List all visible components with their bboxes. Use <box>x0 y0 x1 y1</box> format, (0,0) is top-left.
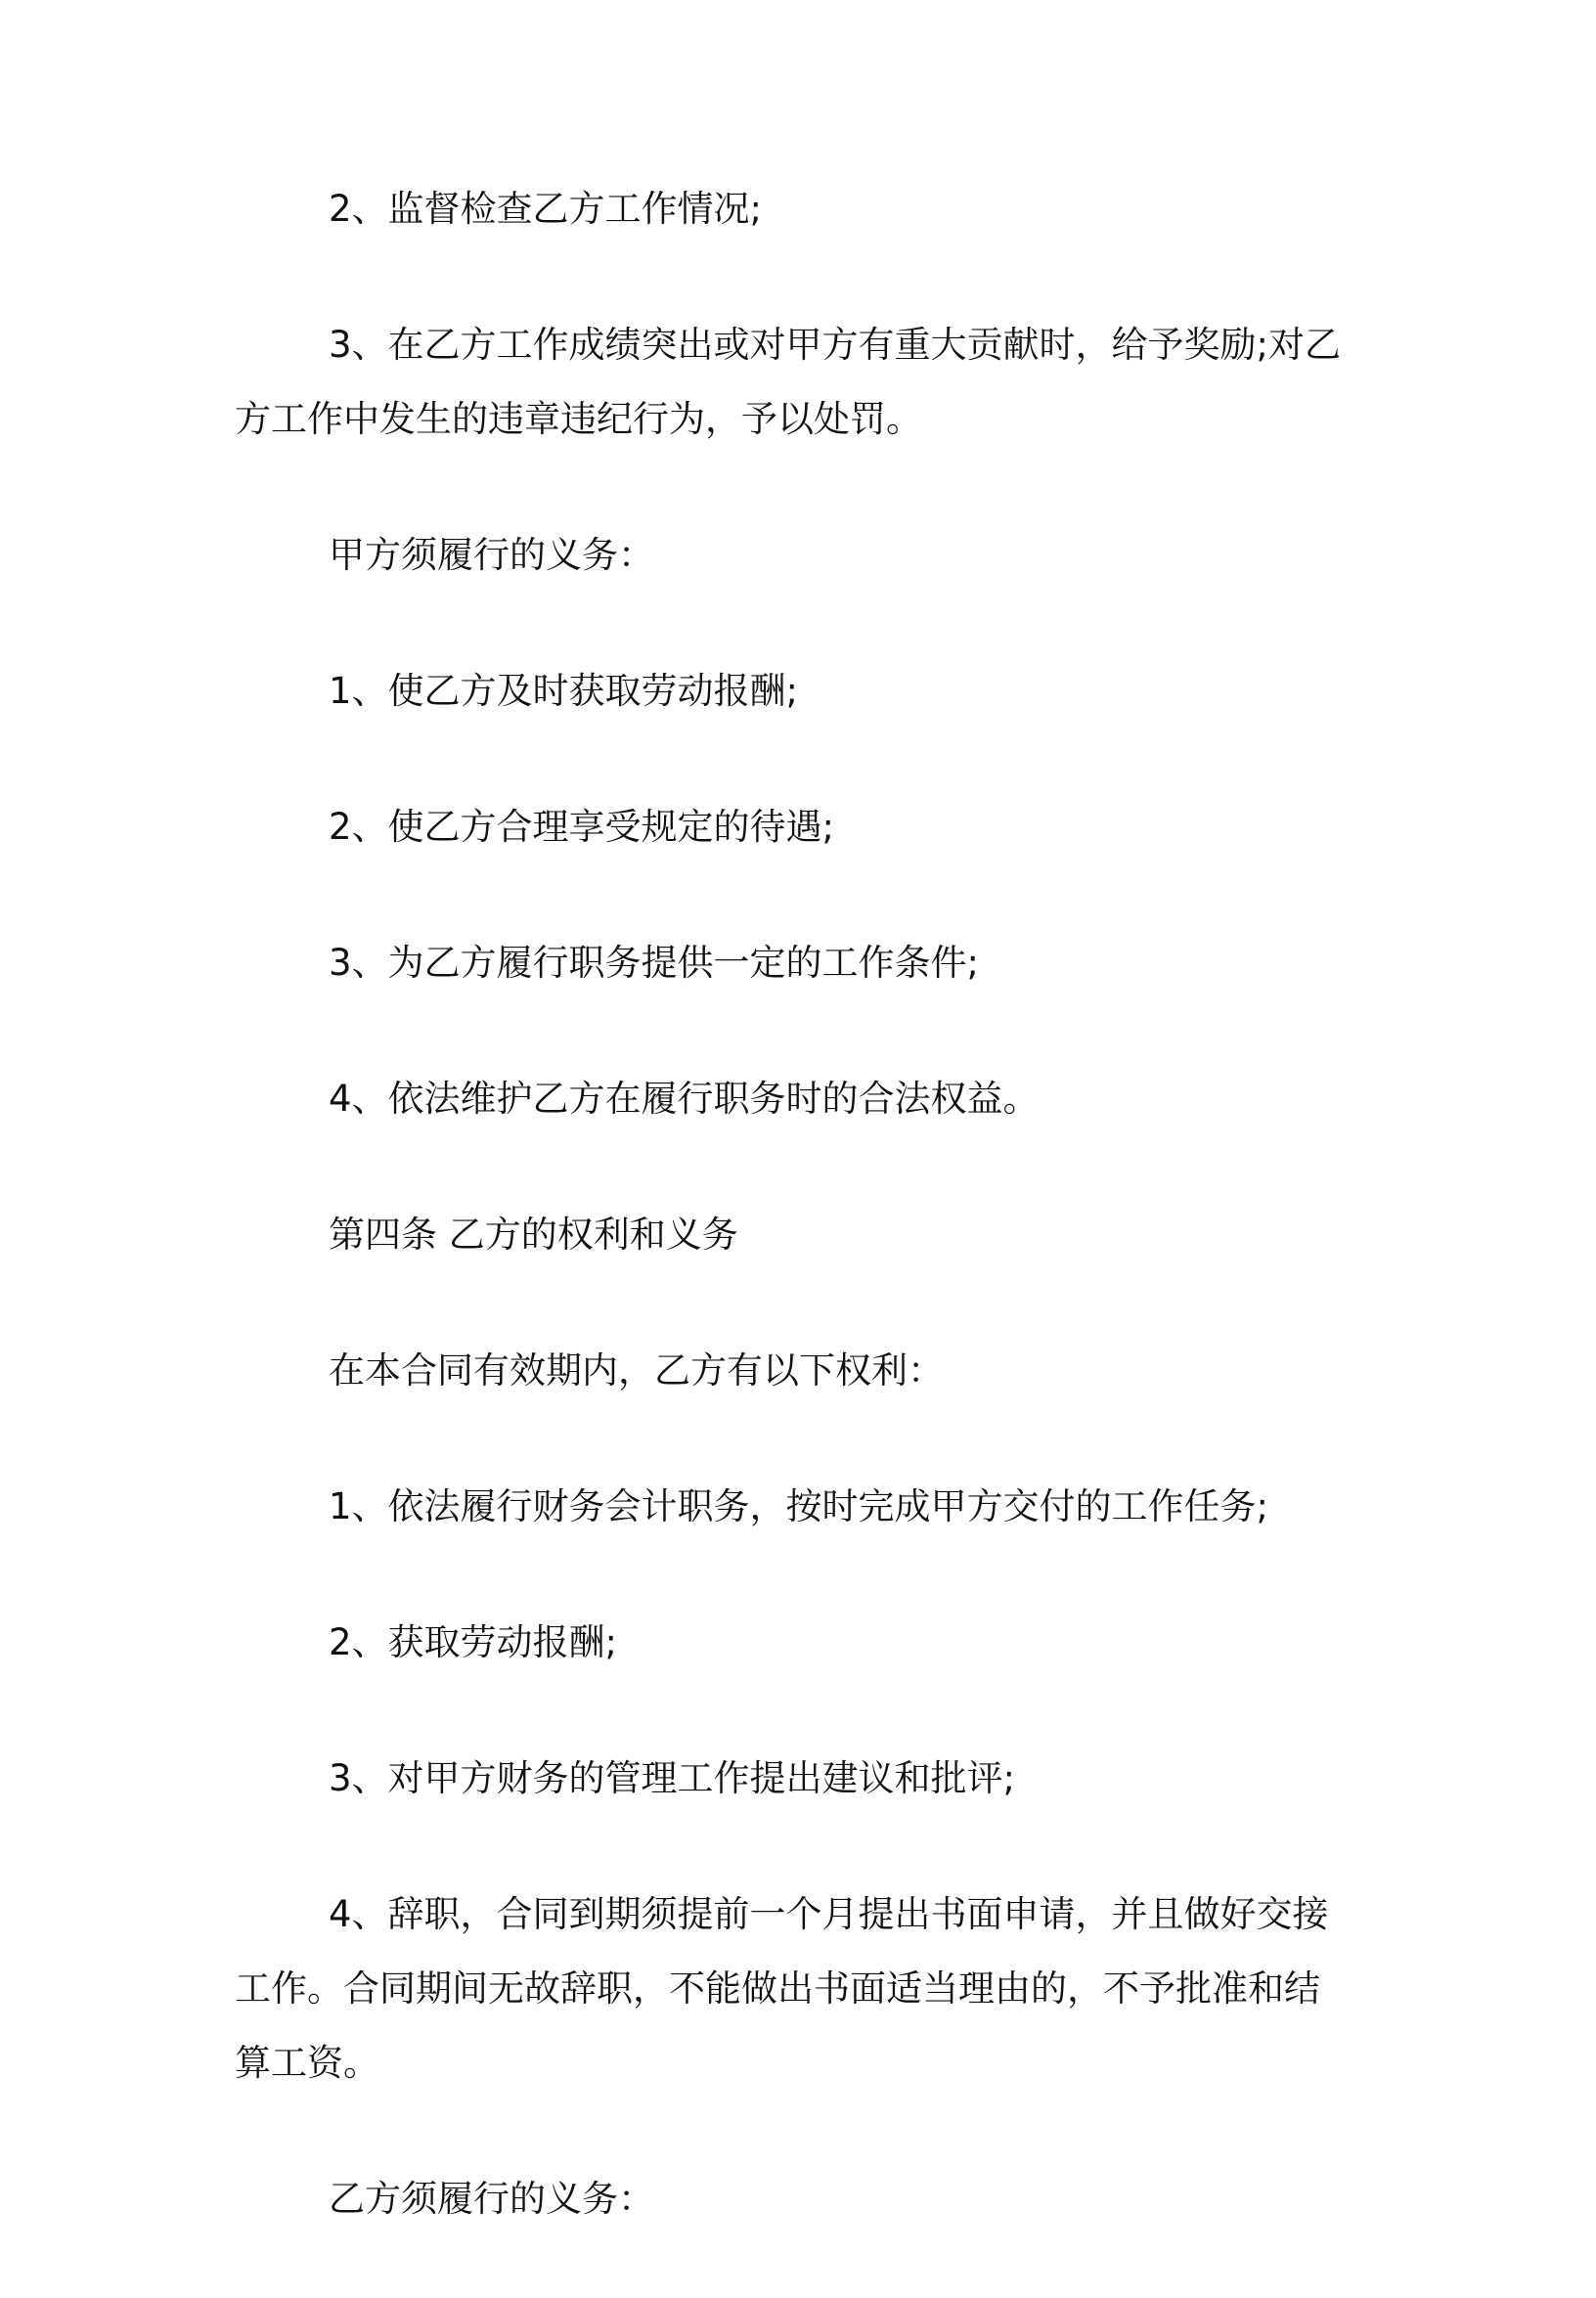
party-a-obligation-2: 2、使乙方合理享受规定的待遇; <box>329 806 835 848</box>
document-body <box>235 172 1342 2298</box>
party-b-obligations-heading: 乙方须履行的义务： <box>329 2178 654 2220</box>
party-a-obligation-3: 3、为乙方履行职务提供一定的工作条件; <box>329 942 980 984</box>
clause-reward-punish: 3、在乙方工作成绩突出或对甲方有重大贡献时，给予奖励;对乙方工作中发生的违章违纪行为，予以处罚。 <box>235 324 1342 440</box>
party-b-right-3: 3、对甲方财务的管理工作提出建议和批评; <box>329 1757 1016 1799</box>
party-a-obligation-1: 1、使乙方及时获取劳动报酬; <box>329 670 799 712</box>
clause-supervise-check: 2、监督检查乙方工作情况; <box>329 188 763 230</box>
article-4-heading: 第四条 乙方的权利和义务 <box>329 1214 738 1256</box>
party-b-right-4: 4、辞职，合同到期须提前一个月提出书面申请，并且做好交接工作。合同期间无故辞职，不能做出书面适当理由的，不予批准和结算工资。 <box>235 1893 1329 2084</box>
party-b-right-1: 1、依法履行财务会计职务，按时完成甲方交付的工作任务; <box>329 1485 1269 1527</box>
party-b-rights-intro: 在本合同有效期内，乙方有以下权利： <box>329 1349 944 1392</box>
party-a-obligation-4: 4、依法维护乙方在履行职务时的合法权益。 <box>329 1078 1040 1120</box>
party-b-right-2: 2、获取劳动报酬; <box>329 1621 618 1663</box>
party-a-obligations-heading: 甲方须履行的义务： <box>329 534 654 576</box>
